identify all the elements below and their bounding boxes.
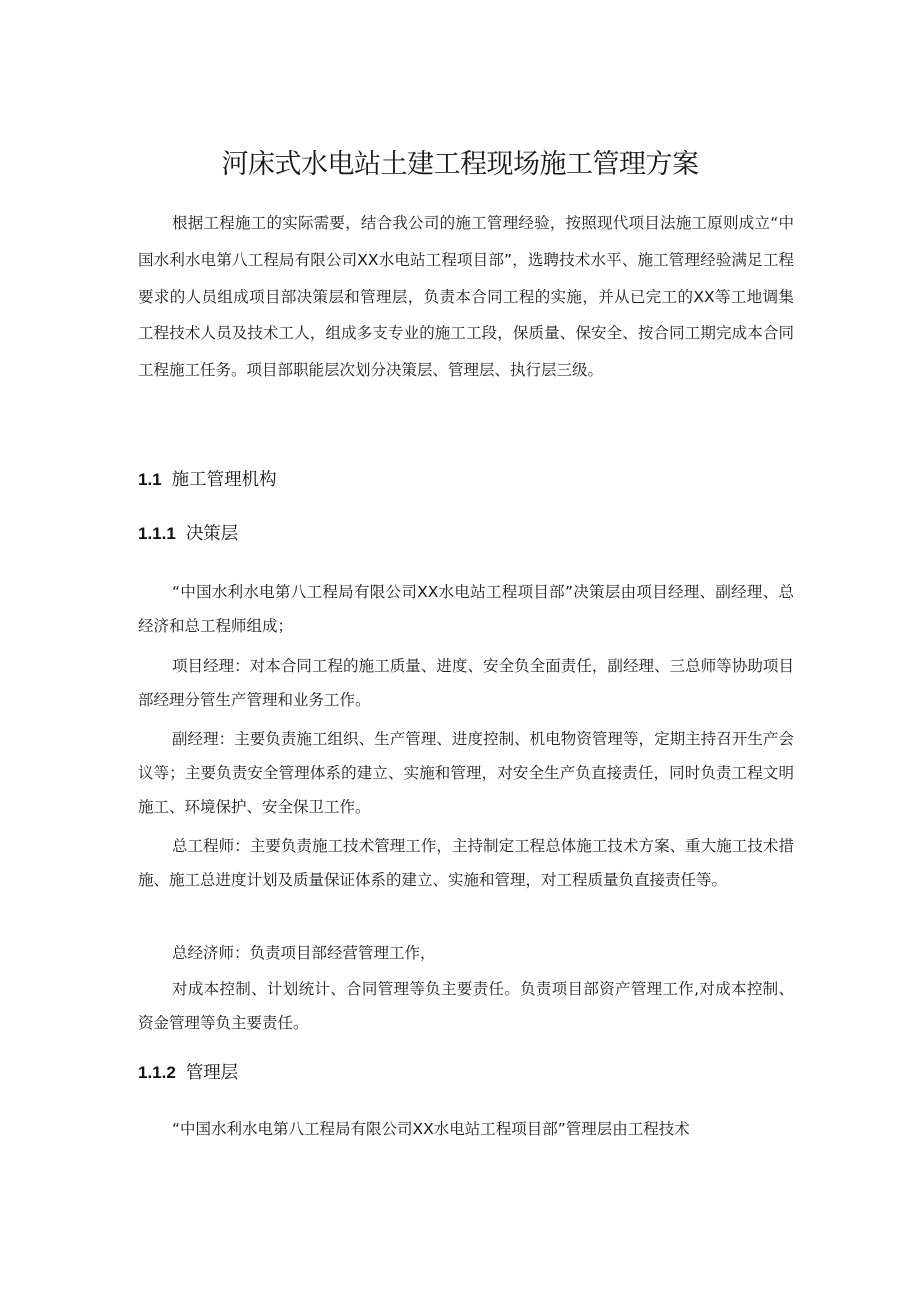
body-paragraph: 副经理：主要负责施工组织、生产管理、进度控制、机电物资管理等，定期主持召开生产会议等；主要负责安全管理体系的建立、实施和管理，对安全生产负直接责任，同时负责工程文明施工、环境保护、安全保卫工作。 — [138, 730, 794, 816]
body-paragraph: “中国水利水电第八工程局有限公司XX水电站工程项目部”决策层由项目经理、副经理、总经济和总工程师组成； — [138, 583, 794, 635]
section-heading-1-1 — [138, 466, 277, 491]
body-paragraph: 总工程师：主要负责施工技术管理工作，主持制定工程总体施工技术方案、重大施工技术措施、施工总进度计划及质量保证体系的建立、实施和管理，对工程质量负直接责任等。 — [138, 837, 794, 889]
section-title: 管理层 — [185, 1063, 239, 1083]
body-paragraph: 项目经理：对本合同工程的施工质量、进度、安全负全面责任，副经理、三总师等协助项目部经理分管生产管理和业务工作。 — [138, 657, 794, 709]
body-paragraph: 对成本控制、计划统计、合同管理等负主要责任。负责项目部资产管理工作,对成本控制、资金管理等负主要责任。 — [138, 980, 794, 1032]
section-title: 施工管理机构 — [171, 470, 277, 490]
section-number: 1.1 — [138, 470, 162, 489]
body-paragraph: 总经济师：负责项目部经营管理工作， — [172, 944, 436, 962]
section-heading-1-1-2 — [138, 1059, 238, 1084]
section-number: 1.1.1 — [138, 524, 176, 543]
body-paragraph: “中国水利水电第八工程局有限公司XX水电站工程项目部”管理层由工程技术 — [172, 1120, 690, 1138]
section-title: 决策层 — [185, 524, 239, 544]
document-title: 河床式水电站土建工程现场施工管理方案 — [221, 149, 699, 180]
section-number: 1.1.2 — [138, 1063, 176, 1082]
section-heading-1-1-1 — [138, 520, 238, 545]
intro-paragraph: 根据工程施工的实际需要，结合我公司的施工管理经验，按照现代项目法施工原则成立“中国水利水电第八工程局有限公司XX水电站工程项目部”，选聘技术水平、施工管理经验满足工程要求的人员组成项目部决策层和管理层，负责本合同工程的实施，并从已完工的XX等工地调集工程技术人员及技术工人，组成多支专业的施工工段，保质量、保安全、按合同工期完成本合同工程施工任务。项目部职能层次划分决策层、管理层、执行层三级。 — [138, 214, 794, 380]
